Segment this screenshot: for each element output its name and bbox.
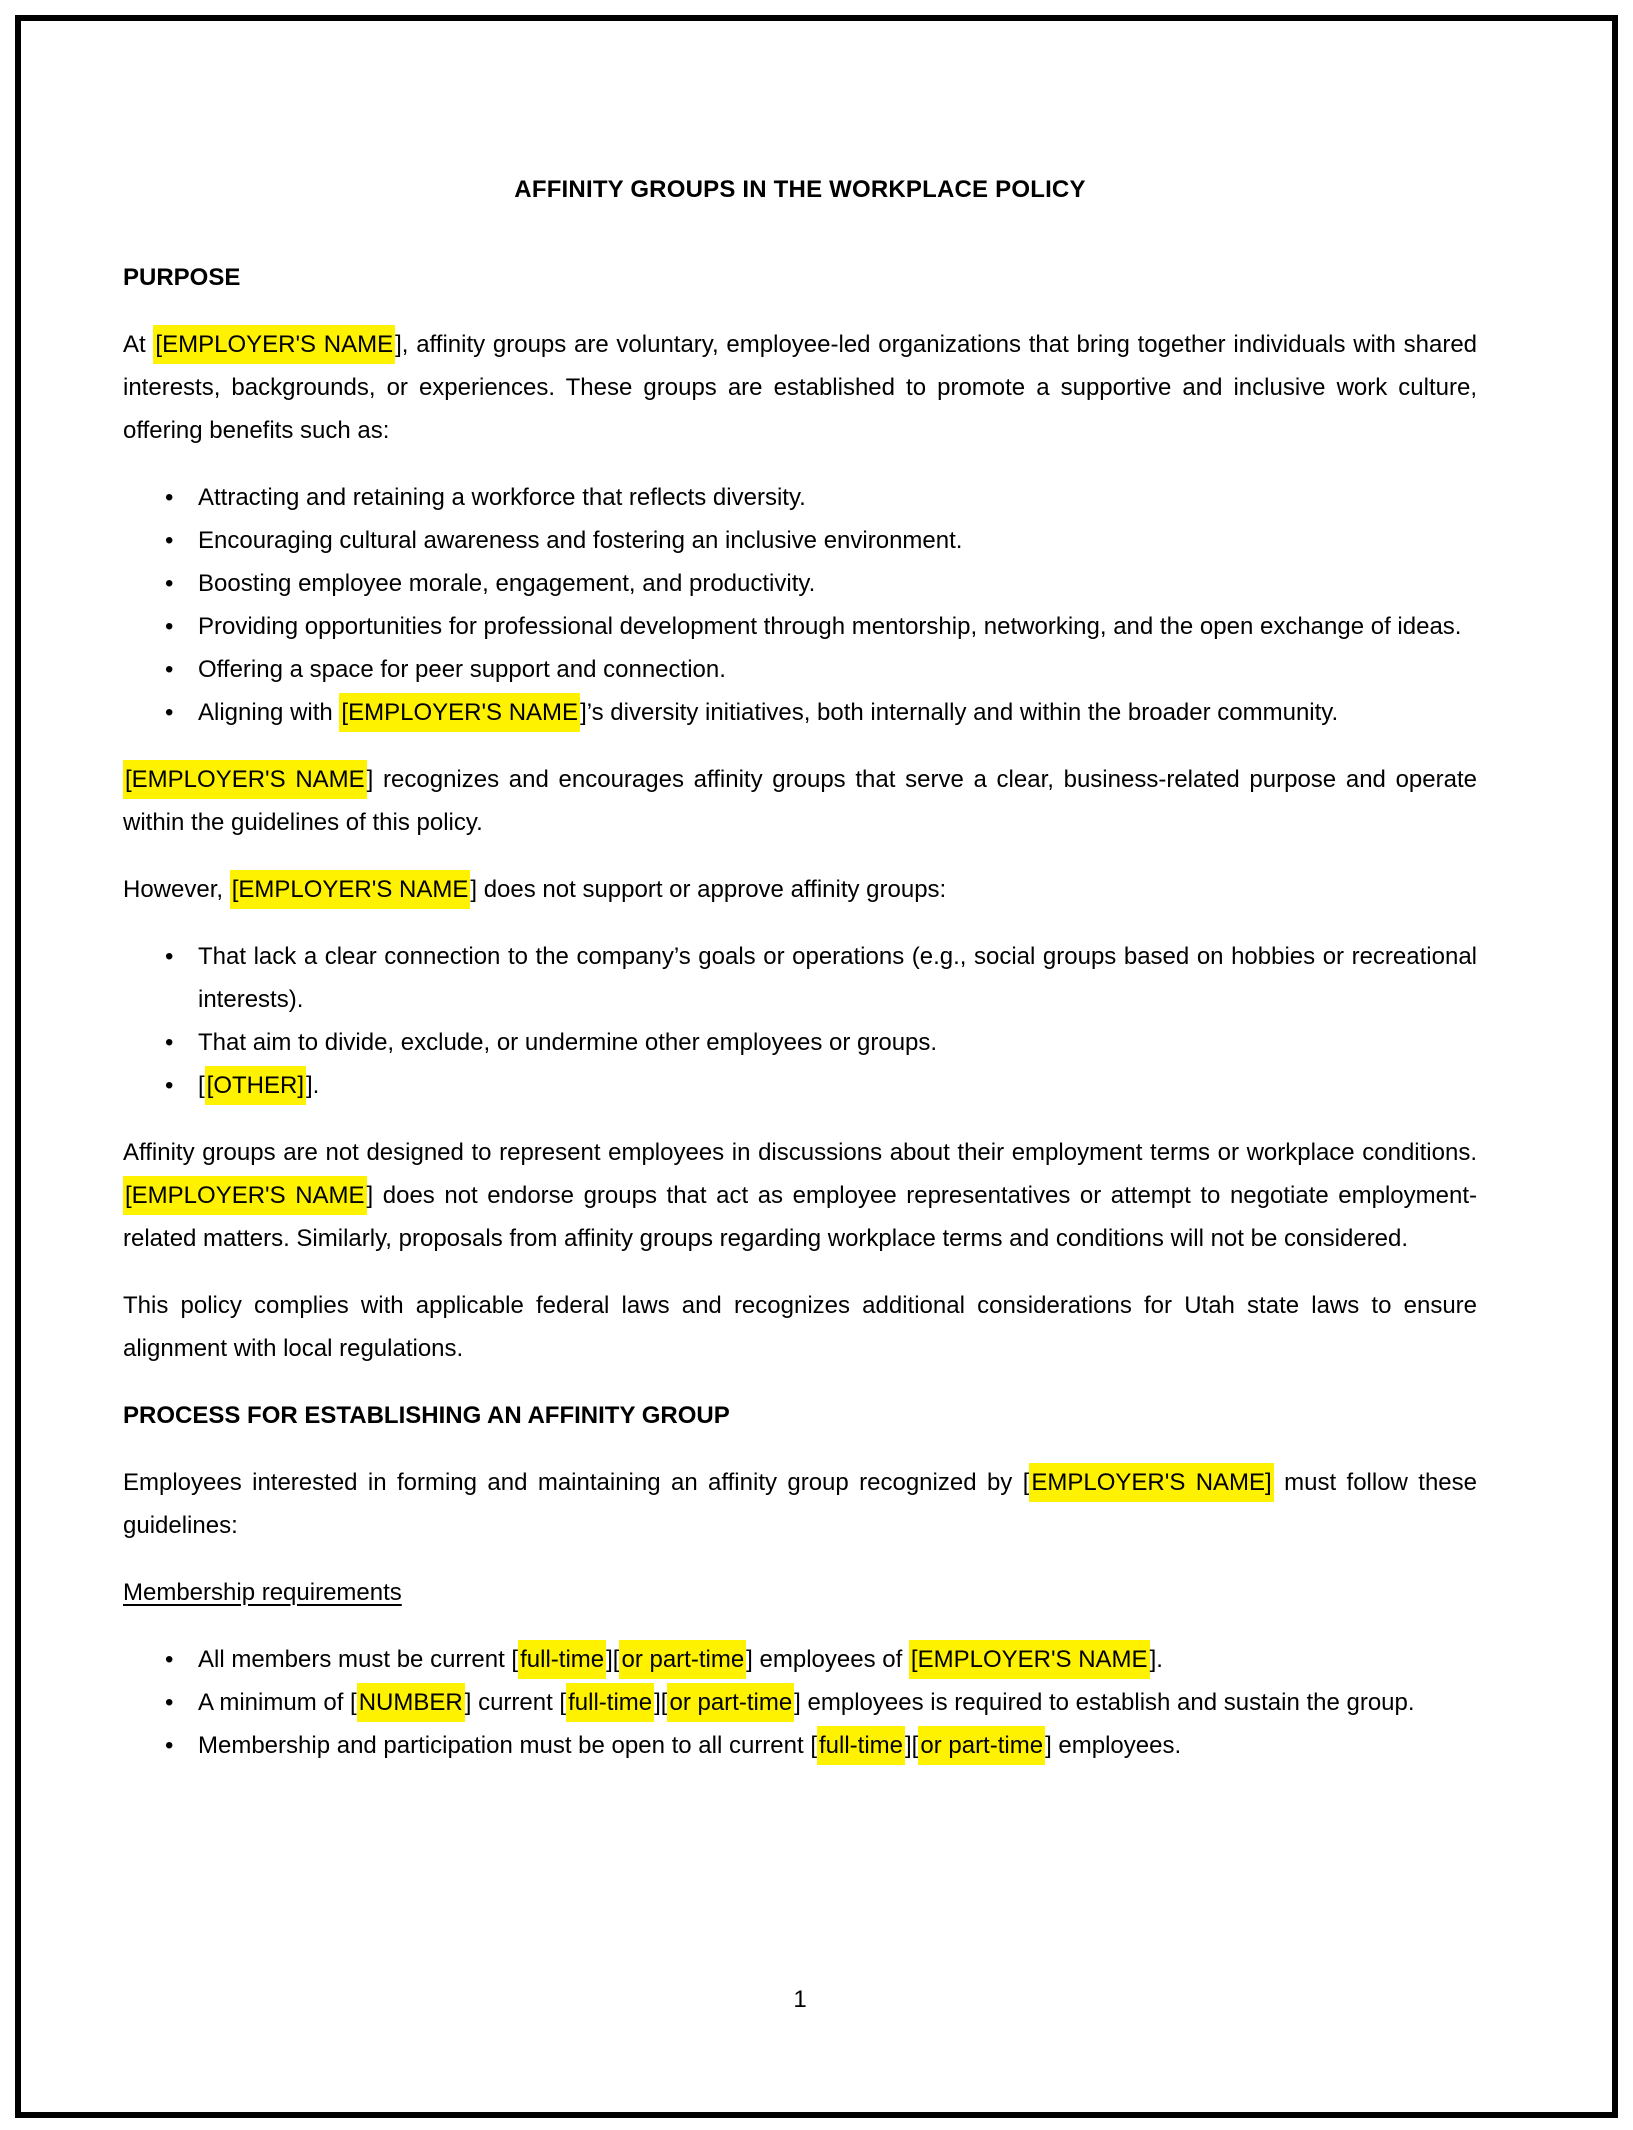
- text-segment: ] does not endorse groups that act as employee representatives or attempt to negotiate employment-related matters. Similarly, proposals from affinity groups regarding workplace terms and conditions will not be considered.: [123, 1182, 1477, 1252]
- text-segment: ] employees.: [1045, 1732, 1182, 1759]
- text-segment: ]’s diversity initiatives, both internally and within the broader community.: [580, 699, 1339, 726]
- text-segment: [: [198, 1072, 205, 1099]
- paragraph-however: [123, 868, 1477, 911]
- text-segment: Encouraging cultural awareness and fostering an inclusive environment.: [198, 527, 963, 554]
- placeholder-highlight: [EMPLOYER'S NAME: [153, 325, 395, 364]
- text-segment: Attracting and retaining a workforce that reflects diversity.: [198, 484, 806, 511]
- text-segment: ] employees is required to establish and sustain the group.: [794, 1689, 1415, 1716]
- placeholder-highlight: [EMPLOYER'S NAME: [339, 693, 580, 732]
- placeholder-highlight: EMPLOYER'S NAME]: [1029, 1463, 1273, 1502]
- list-item: [123, 476, 1477, 519]
- list-item: [123, 691, 1477, 734]
- placeholder-highlight: full-time: [817, 1726, 905, 1765]
- text-segment: ].: [1149, 1646, 1163, 1673]
- list-item: [123, 1064, 1477, 1107]
- text-segment: Employees interested in forming and maintaining an affinity group recognized by [: [123, 1469, 1030, 1496]
- text-segment: All members must be current [: [198, 1646, 519, 1673]
- page-number: 1: [793, 1986, 807, 2013]
- list-item: [123, 1638, 1477, 1681]
- text-segment: ].: [306, 1072, 320, 1099]
- list-item: [123, 562, 1477, 605]
- text-segment: However,: [123, 876, 230, 903]
- section-heading-purpose: PURPOSE: [123, 264, 241, 291]
- placeholder-highlight: [EMPLOYER'S NAME: [123, 1176, 367, 1215]
- placeholder-highlight: [OTHER]: [205, 1066, 306, 1105]
- text-segment: ] recognizes and encourages affinity groups that serve a clear, business-related purpose and operate within the guidelines of this policy.: [123, 766, 1477, 836]
- subheading-membership-requirements: Membership requirements: [123, 1579, 402, 1606]
- text-segment: That lack a clear connection to the company’s goals or operations (e.g., social groups based on hobbies or recreational interests).: [198, 943, 1477, 1013]
- text-segment: must follow these guidelines:: [123, 1469, 1477, 1539]
- document-title: AFFINITY GROUPS IN THE WORKPLACE POLICY: [514, 176, 1086, 203]
- paragraph-purpose-intro: [123, 323, 1477, 452]
- placeholder-highlight: [EMPLOYER'S NAME: [230, 870, 471, 909]
- text-segment: That aim to divide, exclude, or undermine other employees or groups.: [198, 1029, 938, 1056]
- text-segment: ] does not support or approve affinity groups:: [470, 876, 947, 903]
- paragraph-recognition: [123, 758, 1477, 844]
- placeholder-highlight: full-time: [566, 1683, 654, 1722]
- text-segment: Offering a space for peer support and connection.: [198, 656, 726, 683]
- placeholder-highlight: [EMPLOYER'S NAME: [909, 1640, 1150, 1679]
- placeholder-highlight: or part-time: [918, 1726, 1045, 1765]
- text-segment: ][: [654, 1689, 668, 1716]
- list-item: [123, 1021, 1477, 1064]
- text-segment: ][: [606, 1646, 620, 1673]
- paragraph-process-intro: [123, 1461, 1477, 1547]
- list-item: [123, 1681, 1477, 1724]
- placeholder-highlight: [EMPLOYER'S NAME: [123, 760, 367, 799]
- paragraph-compliance: This policy complies with applicable federal laws and recognizes additional considerations for Utah state laws to ensure alignment with local regulations.: [123, 1292, 1477, 1362]
- placeholder-highlight: or part-time: [667, 1683, 794, 1722]
- paragraph-representation: [123, 1131, 1477, 1260]
- membership-list: [123, 1638, 1477, 1767]
- list-item: [123, 519, 1477, 562]
- text-segment: Aligning with: [198, 699, 340, 726]
- list-item: [123, 1724, 1477, 1767]
- placeholder-highlight: NUMBER: [357, 1683, 465, 1722]
- text-segment: ] employees of: [746, 1646, 909, 1673]
- text-segment: A minimum of [: [198, 1689, 357, 1716]
- list-item: [123, 935, 1477, 1021]
- text-segment: At: [123, 331, 154, 358]
- not-supported-list: [123, 935, 1477, 1107]
- text-segment: Membership and participation must be open to all current [: [198, 1732, 817, 1759]
- text-segment: ] current [: [464, 1689, 567, 1716]
- text-segment: Affinity groups are not designed to represent employees in discussions about their employment terms or workplace conditions.: [123, 1139, 1477, 1166]
- text-segment: Providing opportunities for professional development through mentorship, networking, and the open exchange of ideas.: [198, 613, 1462, 640]
- section-heading-process: PROCESS FOR ESTABLISHING AN AFFINITY GROUP: [123, 1402, 730, 1429]
- text-segment: ], affinity groups are voluntary, employee-led organizations that bring together individuals with shared interests, backgrounds, or experiences. These groups are established to promote a supportive and inclusive work culture, offering benefits such as:: [123, 331, 1478, 444]
- list-item: [123, 648, 1477, 691]
- text-segment: Boosting employee morale, engagement, and productivity.: [198, 570, 816, 597]
- benefits-list: [123, 476, 1477, 734]
- document-page: [123, 168, 1477, 1767]
- placeholder-highlight: full-time: [518, 1640, 606, 1679]
- placeholder-highlight: or part-time: [619, 1640, 746, 1679]
- text-segment: ][: [905, 1732, 919, 1759]
- list-item: [123, 605, 1477, 648]
